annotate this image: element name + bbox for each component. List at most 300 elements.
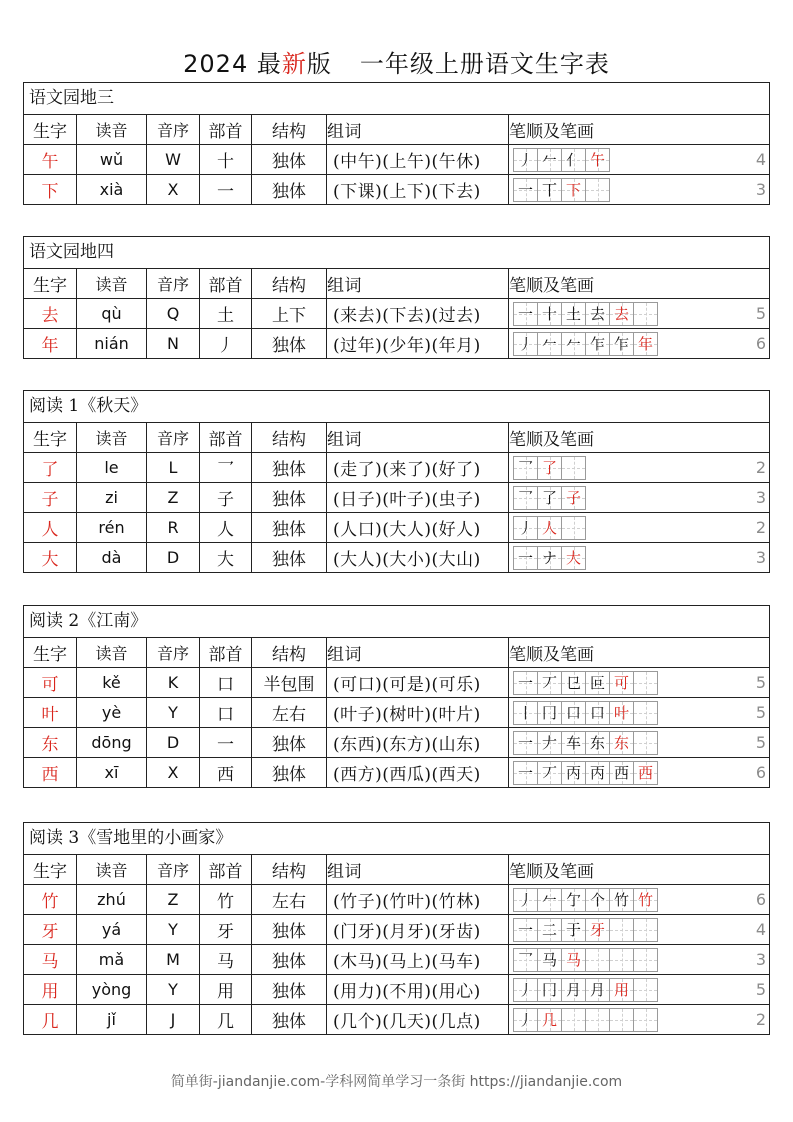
stroke-count: 3 (755, 488, 766, 507)
stroke-box (609, 332, 634, 356)
pinyin-cell: qù (77, 299, 147, 328)
stroke-box (633, 302, 658, 326)
stroke-grid (513, 671, 658, 695)
words-cell: (门牙)(月牙)(牙齿) (327, 915, 509, 944)
section-title: 阅读 3《雪地里的小画家》 (24, 823, 769, 855)
stroke-box (585, 1008, 610, 1032)
char-cell: 年 (24, 329, 77, 358)
table-row (24, 513, 769, 543)
words-cell: (西方)(西瓜)(西天) (327, 758, 509, 787)
stroke-step: 口 (589, 704, 605, 722)
words-cell: (来去)(下去)(过去) (327, 299, 509, 328)
header-words: 组词 (327, 423, 509, 452)
stroke-order-cell (509, 668, 769, 697)
stroke-box (633, 671, 658, 695)
stroke-box (585, 978, 610, 1002)
title-suffix: 版 (306, 50, 332, 78)
stroke-box (585, 332, 610, 356)
stroke-box (513, 731, 538, 755)
stroke-step: 一 (517, 921, 533, 939)
stroke-box (513, 761, 538, 785)
header-strokes: 笔顺及笔画 (509, 430, 594, 450)
stroke-order-cell (509, 513, 769, 542)
section-title: 语文园地四 (24, 237, 769, 269)
stroke-step: 车 (565, 734, 581, 752)
radical-cell: 土 (200, 299, 252, 328)
stroke-grid (513, 456, 586, 480)
stroke-step: 大 (565, 549, 581, 567)
stroke-box (633, 332, 658, 356)
initial-cell: Q (147, 299, 200, 328)
stroke-step: 西 (613, 764, 629, 782)
structure-cell: 半包围 (252, 668, 327, 697)
stroke-order-cell (509, 483, 769, 512)
stroke-box (561, 671, 586, 695)
stroke-step: 月 (589, 981, 605, 999)
words-cell: (过年)(少年)(年月) (327, 329, 509, 358)
stroke-order-cell (509, 728, 769, 757)
initial-cell: Z (147, 885, 200, 914)
header-radical: 部首 (200, 855, 252, 884)
stroke-step: 叶 (613, 704, 629, 722)
stroke-step: 牙 (589, 921, 605, 939)
structure-cell: 独体 (252, 145, 327, 174)
table-row (24, 698, 769, 728)
stroke-box (513, 148, 538, 172)
header-pinyin: 读音 (77, 855, 147, 884)
table-row (24, 299, 769, 329)
stroke-box (537, 456, 562, 480)
stroke-step: ナ (541, 549, 557, 567)
char-cell: 子 (24, 483, 77, 512)
stroke-box (537, 516, 562, 540)
radical-cell: 用 (200, 975, 252, 1004)
char-cell: 可 (24, 668, 77, 697)
header-pinyin: 读音 (77, 638, 147, 667)
structure-cell: 独体 (252, 945, 327, 974)
pinyin-cell: le (77, 453, 147, 482)
stroke-box (561, 761, 586, 785)
stroke-grid (513, 332, 658, 356)
section-title: 阅读 2《江南》 (24, 606, 769, 638)
radical-cell: 人 (200, 513, 252, 542)
stroke-box (609, 1008, 634, 1032)
table-row (24, 1005, 769, 1035)
header-initial: 音序 (147, 423, 200, 452)
stroke-box (561, 1008, 586, 1032)
stroke-step: 一 (517, 674, 533, 692)
initial-cell: M (147, 945, 200, 974)
initial-cell: K (147, 668, 200, 697)
stroke-count: 5 (755, 673, 766, 692)
header-strokes: 笔顺及笔画 (509, 862, 594, 882)
words-cell: (日子)(叶子)(虫子) (327, 483, 509, 512)
stroke-step: 下 (565, 181, 581, 199)
header-initial: 音序 (147, 638, 200, 667)
stroke-box (609, 671, 634, 695)
stroke-order-cell (509, 698, 769, 727)
stroke-count: 3 (755, 950, 766, 969)
initial-cell: X (147, 175, 200, 204)
stroke-box (585, 302, 610, 326)
header-radical: 部首 (200, 115, 252, 144)
header-radical: 部首 (200, 423, 252, 452)
stroke-step: 马 (541, 951, 557, 969)
stroke-box (513, 1008, 538, 1032)
char-cell: 东 (24, 728, 77, 757)
stroke-box (609, 888, 634, 912)
stroke-step: 丿 (517, 981, 533, 999)
stroke-step: 了 (541, 489, 557, 507)
table-row (24, 329, 769, 359)
stroke-box (633, 731, 658, 755)
stroke-grid (513, 948, 658, 972)
char-cell: 午 (24, 145, 77, 174)
words-cell: (下课)(上下)(下去) (327, 175, 509, 204)
header-row (24, 423, 769, 453)
stroke-step: 乛 (517, 459, 533, 477)
stroke-step: 马 (565, 951, 581, 969)
words-cell: (叶子)(树叶)(叶片) (327, 698, 509, 727)
section-5 (23, 822, 770, 1035)
stroke-step: 一 (517, 549, 533, 567)
header-row (24, 269, 769, 299)
stroke-box (513, 486, 538, 510)
stroke-box (537, 701, 562, 725)
stroke-step: 𠂉 (541, 891, 557, 909)
words-cell: (可口)(可是)(可乐) (327, 668, 509, 697)
table-row (24, 915, 769, 945)
initial-cell: J (147, 1005, 200, 1034)
stroke-step: 西 (637, 764, 653, 782)
stroke-count: 6 (755, 890, 766, 909)
stroke-box (513, 918, 538, 942)
stroke-count: 2 (755, 518, 766, 537)
pinyin-cell: zhú (77, 885, 147, 914)
header-strokes: 笔顺及笔画 (509, 122, 594, 142)
stroke-grid (513, 148, 610, 172)
stroke-step: 口 (565, 704, 581, 722)
stroke-box (537, 302, 562, 326)
stroke-step: 丙 (589, 764, 605, 782)
words-cell: (木马)(马上)(马车) (327, 945, 509, 974)
stroke-box (633, 978, 658, 1002)
stroke-step: 丿 (517, 519, 533, 537)
table-row (24, 453, 769, 483)
initial-cell: W (147, 145, 200, 174)
stroke-box (537, 918, 562, 942)
stroke-box (585, 761, 610, 785)
stroke-step: 乛 (517, 489, 533, 507)
stroke-order-cell (509, 543, 769, 572)
char-cell: 去 (24, 299, 77, 328)
header-radical: 部首 (200, 638, 252, 667)
stroke-box (537, 761, 562, 785)
stroke-count: 4 (755, 150, 766, 169)
stroke-box (561, 918, 586, 942)
header-words: 组词 (327, 855, 509, 884)
header-char: 生字 (24, 423, 77, 452)
header-structure: 结构 (252, 269, 327, 298)
stroke-box (561, 888, 586, 912)
table-row (24, 668, 769, 698)
stroke-box (537, 888, 562, 912)
pinyin-cell: dōng (77, 728, 147, 757)
section-2 (23, 236, 770, 359)
header-structure: 结构 (252, 855, 327, 884)
stroke-step: 𠂉 (565, 335, 581, 353)
section-title: 阅读 1《秋天》 (24, 391, 769, 423)
stroke-order-cell (509, 915, 769, 944)
pinyin-cell: xià (77, 175, 147, 204)
words-cell: (人口)(大人)(好人) (327, 513, 509, 542)
table-row (24, 885, 769, 915)
structure-cell: 独体 (252, 758, 327, 787)
structure-cell: 独体 (252, 483, 327, 512)
radical-cell: 大 (200, 543, 252, 572)
stroke-count: 5 (755, 980, 766, 999)
stroke-order-cell (509, 1005, 769, 1034)
stroke-box (585, 918, 610, 942)
stroke-box (537, 332, 562, 356)
radical-cell: 西 (200, 758, 252, 787)
stroke-step: 竹 (613, 891, 629, 909)
stroke-count: 6 (755, 763, 766, 782)
stroke-box (561, 546, 586, 570)
stroke-box (537, 671, 562, 695)
title-highlight: 新 (281, 50, 307, 78)
header-structure: 结构 (252, 638, 327, 667)
stroke-box (633, 888, 658, 912)
stroke-box (513, 456, 538, 480)
stroke-step: 乍 (613, 335, 629, 353)
stroke-step: 可 (613, 674, 629, 692)
words-cell: (东西)(东方)(山东) (327, 728, 509, 757)
structure-cell: 独体 (252, 1005, 327, 1034)
stroke-box (537, 978, 562, 1002)
stroke-box (561, 302, 586, 326)
header-pinyin: 读音 (77, 269, 147, 298)
header-row (24, 638, 769, 668)
stroke-box (609, 978, 634, 1002)
stroke-box (513, 978, 538, 1002)
stroke-box (585, 888, 610, 912)
section-title: 语文园地三 (24, 83, 769, 115)
stroke-step: 冂 (541, 704, 557, 722)
stroke-step: 𠂇 (541, 734, 557, 752)
radical-cell: 丿 (200, 329, 252, 358)
stroke-grid (513, 731, 658, 755)
stroke-step: 一 (517, 305, 533, 323)
structure-cell: 独体 (252, 175, 327, 204)
radical-cell: 一 (200, 175, 252, 204)
stroke-box (633, 918, 658, 942)
stroke-grid (513, 1008, 658, 1032)
stroke-box (585, 178, 610, 202)
pinyin-cell: wǔ (77, 145, 147, 174)
stroke-grid (513, 761, 658, 785)
stroke-step: 几 (541, 1011, 557, 1029)
stroke-step: 一 (517, 764, 533, 782)
initial-cell: N (147, 329, 200, 358)
stroke-count: 4 (755, 920, 766, 939)
char-cell: 了 (24, 453, 77, 482)
stroke-step: 叵 (589, 674, 605, 692)
stroke-box (537, 148, 562, 172)
pinyin-cell: yè (77, 698, 147, 727)
header-radical: 部首 (200, 269, 252, 298)
header-pinyin: 读音 (77, 115, 147, 144)
structure-cell: 左右 (252, 698, 327, 727)
stroke-order-cell (509, 975, 769, 1004)
header-pinyin: 读音 (77, 423, 147, 452)
structure-cell: 独体 (252, 728, 327, 757)
pinyin-cell: kě (77, 668, 147, 697)
header-strokes: 笔顺及笔画 (509, 276, 594, 296)
table-row (24, 175, 769, 205)
initial-cell: Z (147, 483, 200, 512)
title-main: 一年级上册语文生字表 (359, 50, 610, 78)
radical-cell: 竹 (200, 885, 252, 914)
initial-cell: X (147, 758, 200, 787)
words-cell: (大人)(大小)(大山) (327, 543, 509, 572)
table-row (24, 145, 769, 175)
stroke-box (561, 332, 586, 356)
footer: 简单街-jiandanjie.com-学科网简单学习一条街 https://jiandanjie.com (170, 1074, 623, 1090)
stroke-grid (513, 701, 658, 725)
stroke-count: 2 (755, 1010, 766, 1029)
stroke-step: 𠂉 (541, 335, 557, 353)
stroke-box (537, 948, 562, 972)
radical-cell: 马 (200, 945, 252, 974)
stroke-box (561, 148, 586, 172)
header-initial: 音序 (147, 269, 200, 298)
stroke-order-cell (509, 453, 769, 482)
page-title (0, 44, 793, 79)
words-cell: (走了)(来了)(好了) (327, 453, 509, 482)
radical-cell: 几 (200, 1005, 252, 1034)
stroke-step: 丆 (541, 764, 557, 782)
stroke-order-cell (509, 175, 769, 204)
table-row (24, 543, 769, 573)
char-cell: 西 (24, 758, 77, 787)
pinyin-cell: nián (77, 329, 147, 358)
initial-cell: Y (147, 975, 200, 1004)
char-cell: 人 (24, 513, 77, 542)
header-strokes: 笔顺及笔画 (509, 645, 594, 665)
stroke-step: 于 (565, 921, 581, 939)
stroke-order-cell (509, 329, 769, 358)
stroke-box (633, 948, 658, 972)
stroke-grid (513, 178, 610, 202)
structure-cell: 独体 (252, 329, 327, 358)
words-cell: (竹子)(竹叶)(竹林) (327, 885, 509, 914)
header-row (24, 115, 769, 145)
radical-cell: 十 (200, 145, 252, 174)
pinyin-cell: xī (77, 758, 147, 787)
stroke-step: 月 (565, 981, 581, 999)
stroke-box (585, 148, 610, 172)
char-cell: 竹 (24, 885, 77, 914)
initial-cell: R (147, 513, 200, 542)
stroke-step: 二 (541, 921, 557, 939)
initial-cell: Y (147, 915, 200, 944)
stroke-step: 午 (589, 151, 605, 169)
stroke-grid (513, 516, 586, 540)
stroke-box (609, 731, 634, 755)
stroke-box (561, 978, 586, 1002)
stroke-step: 人 (541, 519, 557, 537)
pinyin-cell: jǐ (77, 1005, 147, 1034)
stroke-box (585, 731, 610, 755)
header-structure: 结构 (252, 115, 327, 144)
stroke-step: 用 (613, 981, 629, 999)
stroke-step: 亻 (565, 151, 581, 169)
stroke-step: 丿 (517, 335, 533, 353)
stroke-count: 3 (755, 180, 766, 199)
stroke-step: 丨 (517, 704, 533, 722)
stroke-box (513, 888, 538, 912)
structure-cell: 上下 (252, 299, 327, 328)
header-char: 生字 (24, 269, 77, 298)
stroke-step: 一 (517, 181, 533, 199)
stroke-box (609, 701, 634, 725)
stroke-order-cell (509, 299, 769, 328)
char-cell: 几 (24, 1005, 77, 1034)
header-words: 组词 (327, 269, 509, 298)
header-char: 生字 (24, 638, 77, 667)
header-char: 生字 (24, 855, 77, 884)
stroke-step: 土 (565, 305, 581, 323)
table-row (24, 728, 769, 758)
stroke-step: 丙 (565, 764, 581, 782)
stroke-step: 丿 (517, 1011, 533, 1029)
stroke-order-cell (509, 885, 769, 914)
pinyin-cell: mǎ (77, 945, 147, 974)
table-row (24, 975, 769, 1005)
stroke-box (561, 731, 586, 755)
radical-cell: 口 (200, 668, 252, 697)
stroke-step: 竹 (637, 891, 653, 909)
stroke-box (609, 948, 634, 972)
radical-cell: 乛 (200, 453, 252, 482)
stroke-step: 乛 (517, 951, 533, 969)
stroke-box (609, 302, 634, 326)
char-cell: 用 (24, 975, 77, 1004)
stroke-step: 去 (613, 305, 629, 323)
stroke-grid (513, 888, 658, 912)
stroke-step: 年 (637, 335, 653, 353)
stroke-step: 十 (541, 305, 557, 323)
stroke-box (561, 948, 586, 972)
stroke-order-cell (509, 145, 769, 174)
table-row (24, 758, 769, 788)
pinyin-cell: dà (77, 543, 147, 572)
radical-cell: 一 (200, 728, 252, 757)
pinyin-cell: rén (77, 513, 147, 542)
stroke-order-cell (509, 758, 769, 787)
stroke-box (561, 701, 586, 725)
stroke-step: 丆 (541, 674, 557, 692)
stroke-step: 东 (613, 734, 629, 752)
stroke-step: 一 (517, 734, 533, 752)
stroke-step: 子 (565, 489, 581, 507)
stroke-step: 乍 (589, 335, 605, 353)
stroke-count: 5 (755, 703, 766, 722)
stroke-box (585, 701, 610, 725)
words-cell: (用力)(不用)(用心) (327, 975, 509, 1004)
stroke-box (633, 1008, 658, 1032)
